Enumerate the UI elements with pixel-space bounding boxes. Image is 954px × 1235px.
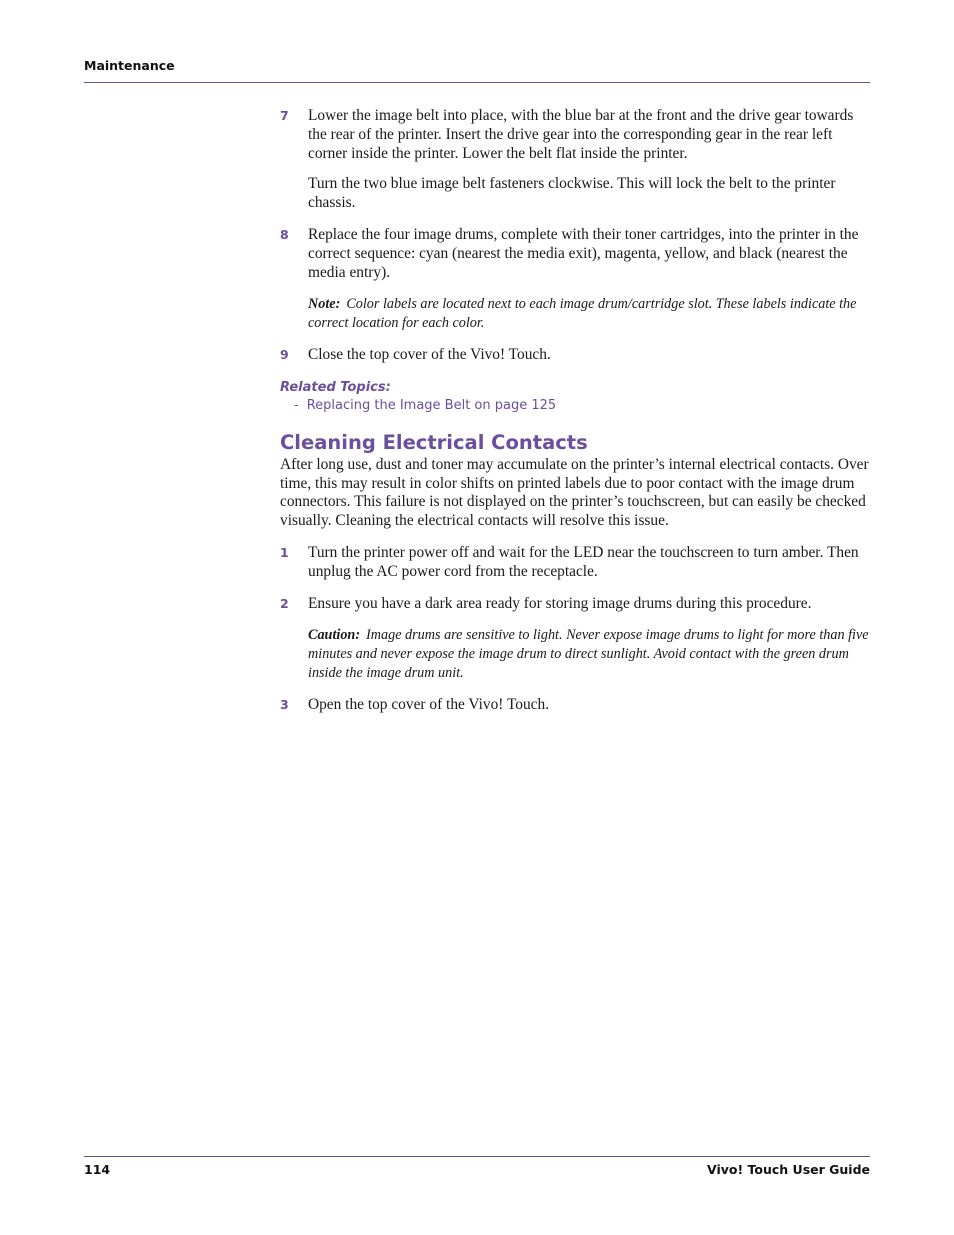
guide-title: Vivo! Touch User Guide <box>707 1162 870 1177</box>
step-2 <box>280 595 872 614</box>
section-title: Cleaning Electrical Contacts <box>280 430 588 454</box>
page-number: 114 <box>84 1162 111 1177</box>
caution-text: Image drums are sensitive to light. Never expose image drums to light for more than five minutes and never expose the image drum to direct sunlight. Avoid contact with the green drum inside the image drum unit. <box>308 627 869 681</box>
step-number: 7 <box>280 108 289 123</box>
related-link-dash: - <box>294 397 299 413</box>
step-8 <box>280 226 872 282</box>
step-9 <box>280 346 872 365</box>
section-intro: After long use, dust and toner may accumulate on the printer’s internal electrical contacts. Over time, this may result in color shifts on printed labels due to poor contact with the image drum connectors. This failure is not displayed on the printer’s touchscreen, but can easily be checked visually. Cleaning the electrical contacts will resolve this issue. <box>280 455 869 530</box>
note-label: Note: <box>308 296 341 313</box>
step-number: 1 <box>280 544 289 560</box>
step-number: 8 <box>280 226 289 242</box>
related-topics-heading: Related Topics: <box>280 379 391 395</box>
related-link-text[interactable]: Replacing the Image Belt on page 125 <box>306 397 557 413</box>
caution-callout <box>280 626 872 682</box>
step-number: 2 <box>280 595 289 611</box>
page-content <box>280 107 872 715</box>
step-7 <box>280 107 872 163</box>
step-number: 3 <box>280 696 289 712</box>
related-topic-link[interactable] <box>280 397 872 414</box>
step-text: Turn the printer power off and wait for the LED near the touchscreen to turn amber. Then unplug the AC power cord from the receptacle. <box>308 543 859 580</box>
step-number: 9 <box>280 346 289 362</box>
step-text: Ensure you have a dark area ready for storing image drums during this procedure. <box>308 594 812 612</box>
running-header-section: Maintenance <box>84 58 175 73</box>
caution-label: Caution: <box>308 627 361 644</box>
step-text: Open the top cover of the Vivo! Touch. <box>308 695 550 713</box>
note-callout <box>280 295 872 333</box>
step-text: Replace the four image drums, complete with their toner cartridges, into the printer in the correct sequence: cyan (nearest the media exit), magenta, yellow, and black (nearest the media entry). <box>308 225 859 281</box>
step-text: Lower the image belt into place, with the blue bar at the front and the drive gear towards the rear of the printer. Insert the drive gear into the corresponding gear in the rear left corner inside the printer. Lower the belt flat inside the printer. <box>308 107 854 162</box>
step-7-followup: Turn the two blue image belt fasteners clockwise. This will lock the belt to the printer chassis. <box>308 175 836 212</box>
footer-rule <box>84 1156 870 1157</box>
step-1 <box>280 544 872 582</box>
step-3 <box>280 696 872 715</box>
note-text: Color labels are located next to each image drum/cartridge slot. These labels indicate the correct location for each color. <box>308 296 857 332</box>
step-text: Close the top cover of the Vivo! Touch. <box>308 345 551 363</box>
header-rule <box>84 82 870 83</box>
